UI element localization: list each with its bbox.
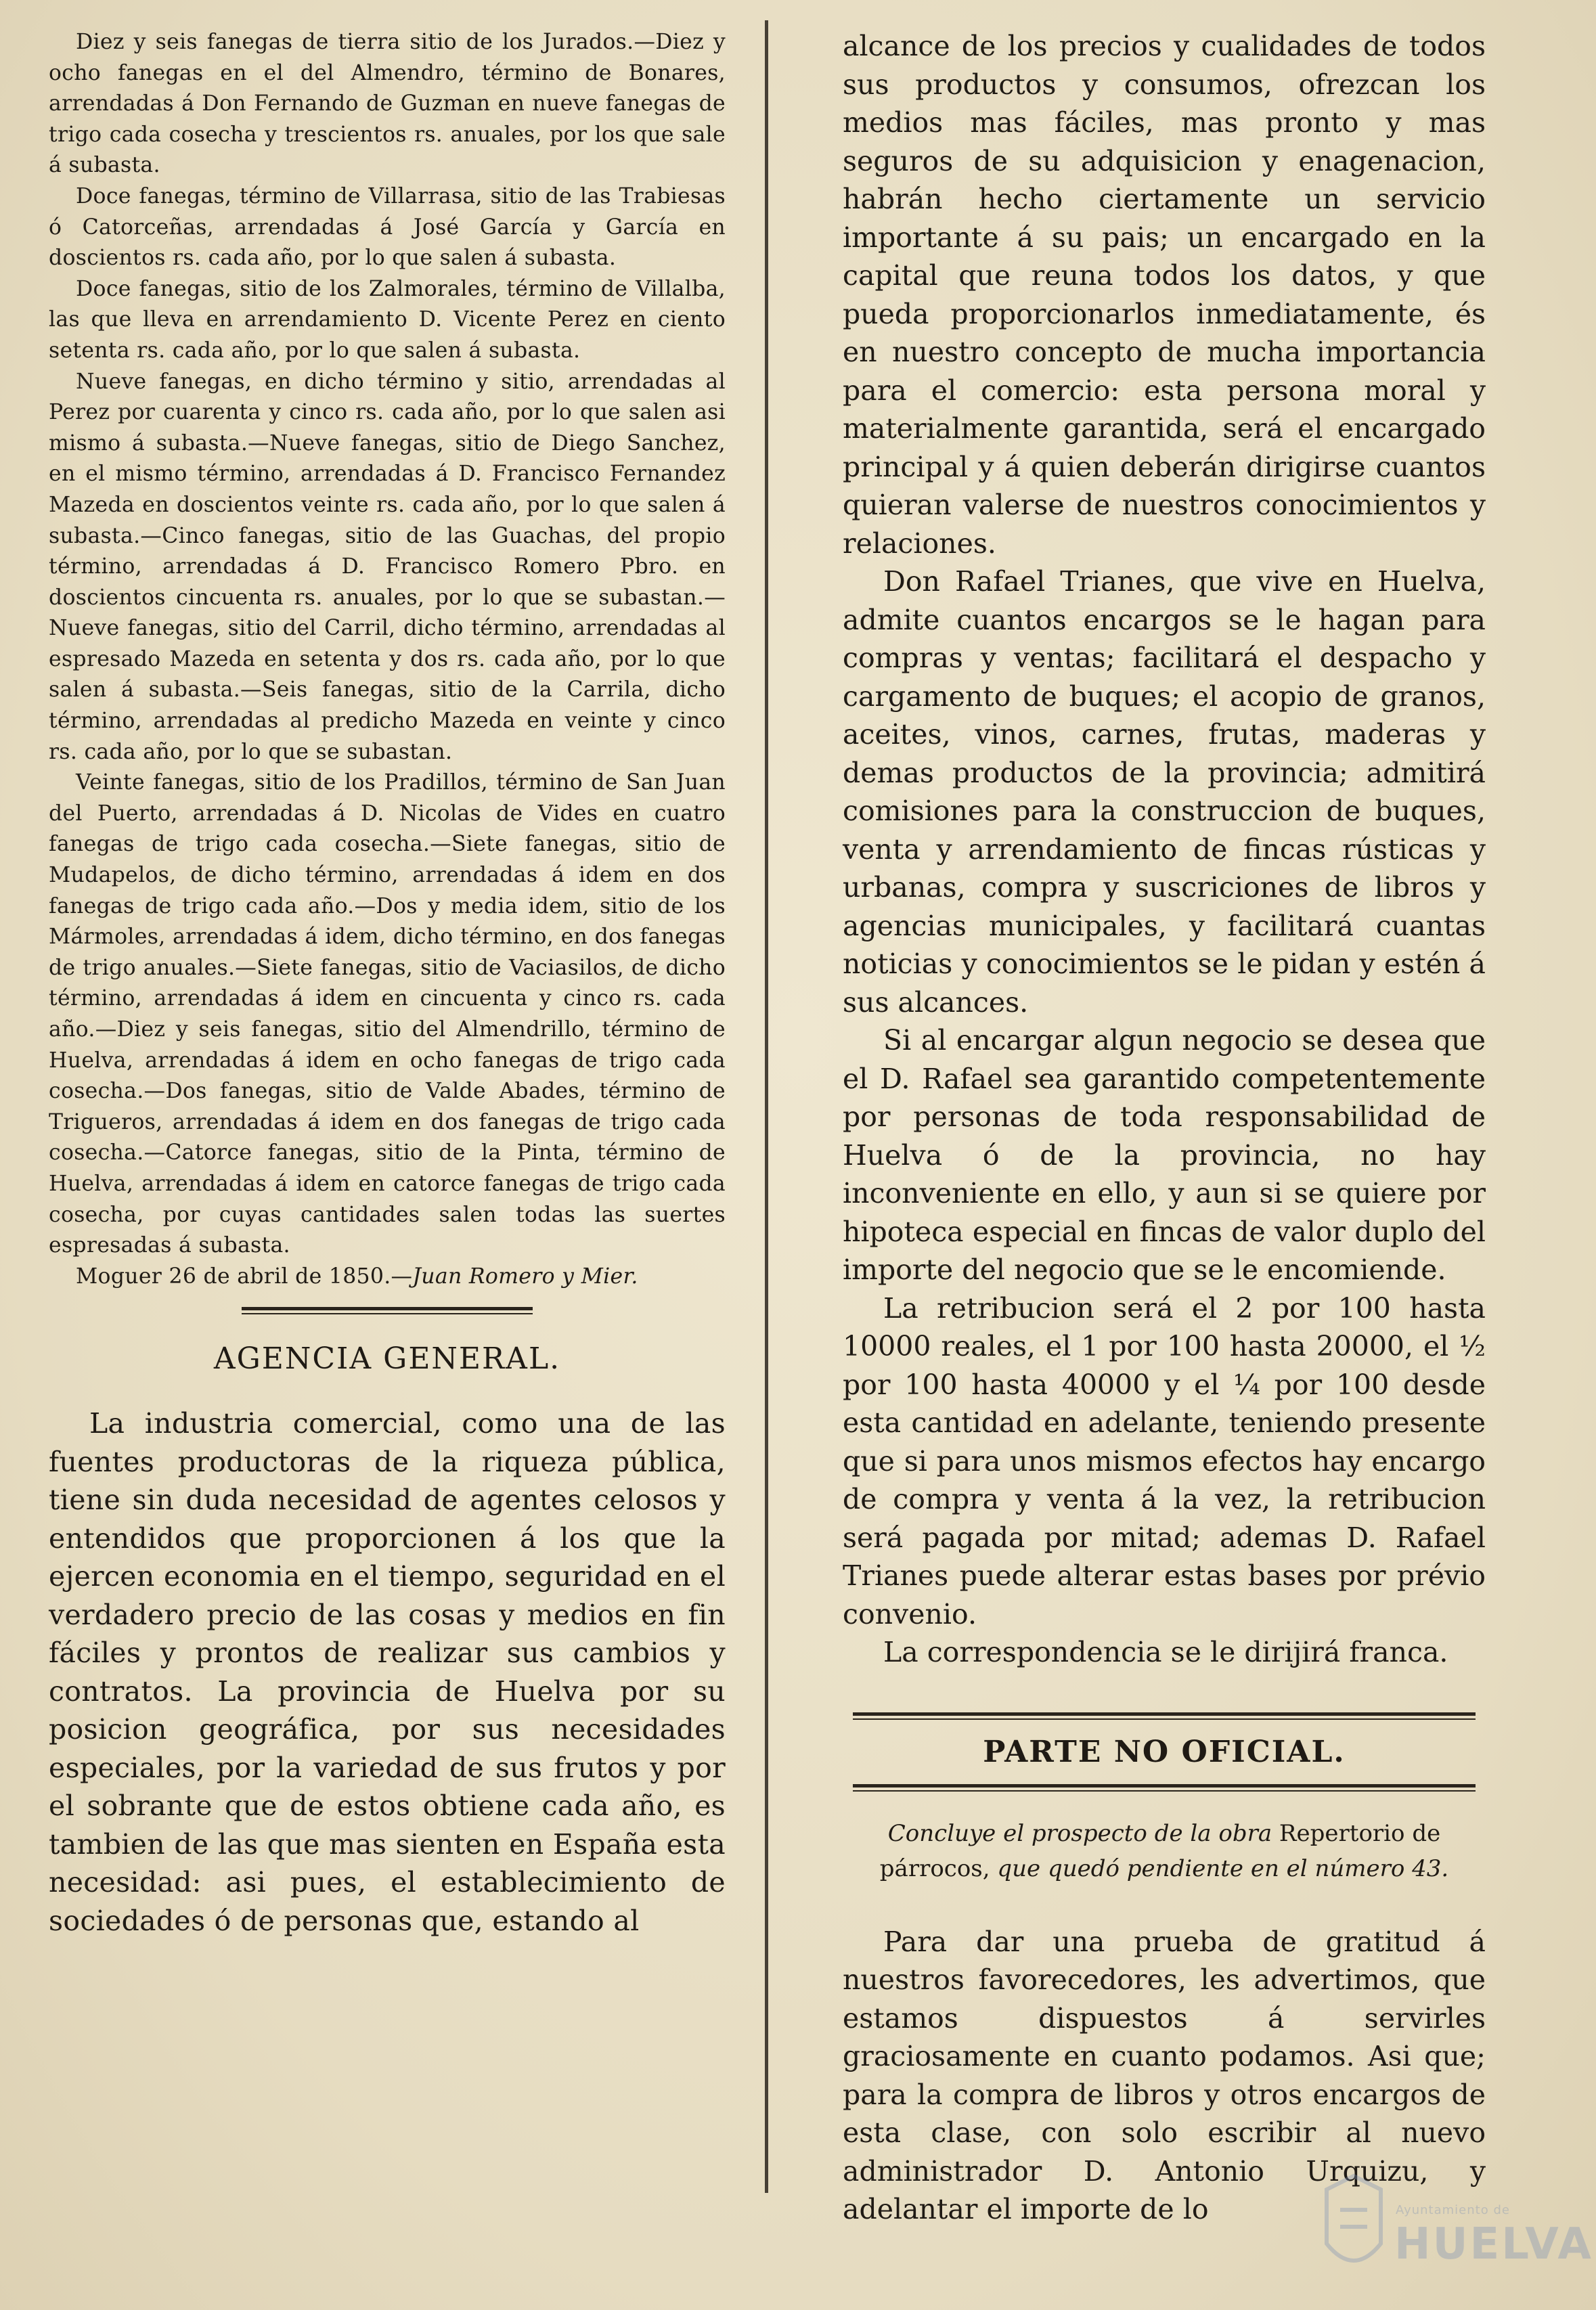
- prospect-note: [843, 1816, 1486, 1886]
- notice-signature: [49, 1262, 726, 1293]
- section-separator-bottom: [853, 1784, 1476, 1792]
- agency-paragraph: La industria comercial, como una de las fuentes productoras de la riqueza pública, tiene sin duda necesidad de agentes celosos y entendidos que proporcionen á los que la ejercen economia en el tiempo, seguridad en el verdadero precio de las cosas y medios en fin fáciles y prontos de realizar sus cambios y contratos. La provincia de Huelva por su posicion geográfica, por sus necesidades especiales, por la variedad de sus frutos y por el sobrante que de estos obtiene cada año, es tambien de las que mas sienten en España esta necesidad: asi pues, el establecimiento de sociedades ó de personas que, estando al: [49, 1407, 726, 1937]
- gratitude-paragraph: Para dar una prueba de gratitud á nuestros favorecedores, les advertimos, que estamos dispuestos á servirles graciosamente en cuanto podamos. Asi que; para la compra de libros y otros encargos de esta clase, con solo escribir al nuevo administrador D. Antonio Urquizu, y adelantar el importe de lo: [843, 1925, 1486, 2225]
- notice-paragraph-2: Doce fanegas, término de Villarrasa, sitio de las Trabiesas ó Catorceñas, arrendadas á José García y García en doscientos rs. cada año, por lo que salen á subasta.: [49, 183, 726, 271]
- right-column: [843, 27, 1486, 2229]
- section-separator-top: [853, 1712, 1476, 1720]
- agency-continuation: [843, 27, 1486, 1672]
- guarantee-paragraph: Si al encargar algun negocio se desea que el D. Rafael sea garantido competentemente por personas de toda responsabilidad de Huelva ó de la provincia, no hay inconveniente en ello, y aun si se quiere por hipoteca especial en fincas de valor duplo del importe del negocio que se le encomiende.: [843, 1024, 1486, 1286]
- notice-paragraph-5: Veinte fanegas, sitio de los Pradillos, término de San Juan del Puerto, arrendadas á D. Nicolas de Vides en cuatro fanegas de trigo cada cosecha.—Siete fanegas, sitio de Mudapelos, de dicho término, arrendadas á idem en dos fanegas de trigo cada año.—Dos y media idem, sitio de los Mármoles, arrendadas á idem, dicho término, en dos fanegas de trigo anuales.—Siete fanegas, sitio de Vaciasilos, de dicho término, arrendadas á idem en cincuenta y cinco rs. cada año.—Diez y seis fanegas, sitio del Almendrillo, término de Huelva, arrendadas á idem en ocho fanegas de trigo cada cosecha.—Dos fanegas, sitio de Valde Abades, término de Trigueros, arrendadas á idem en dos fanegas de trigo cada cosecha.—Catorce fanegas, sitio de la Pinta, término de Huelva, arrendadas á idem en catorce fanegas de trigo cada cosecha, por cuyas cantidades salen todas las suertes espresadas á subasta.: [49, 770, 726, 1258]
- agency-paragraph-continued: alcance de los precios y cualidades de todos sus productos y consumos, ofrezcan los medios mas fáciles, mas pronto y mas seguros de su adquisicion y enagenacion, habrán hecho ciertamente un servicio importante á su pais; un encargado en la capital que reuna todos los datos, y que pueda proporcionarlos inmediatamente, és en nuestro concepto de mucha importancia para el comercio: esta persona moral y materialmente garantida, será el encargado principal y á quien deberán dirigirse cuantos quieran valerse de nuestros conocimientos y relaciones.: [843, 30, 1486, 560]
- archive-watermark: [1320, 2162, 1593, 2291]
- watermark-line2: HUELVA: [1394, 2219, 1593, 2269]
- notice-paragraph-4: Nueve fanegas, en dicho término y sitio, arrendadas al Perez por cuarenta y cinco rs. cada año, por lo que salen asi mismo á subasta.—Nueve fanegas, sitio de Diego Sanchez, en el mismo término, arrendadas á D. Francisco Fernandez Mazeda en doscientos veinte rs. cada año, por lo que salen á subasta.—Cinco fanegas, sitio de las Guachas, del propio término, arrendadas á D. Francisco Romero Pbro. en doscientos cincuenta rs. anuales, por lo que se subastan.—Nueve fanegas, sitio del Carril, dicho término, arrendadas al espresado Mazeda en setenta y dos rs. cada año, por lo que salen á subasta.—Seis fanegas, sitio de la Carrila, dicho término, arrendadas al predicho Mazeda en veinte y cinco rs. cada año, por lo que se subastan.: [49, 369, 726, 764]
- agency-section: [49, 1404, 726, 1940]
- agency-heading: AGENCIA GENERAL.: [213, 1341, 561, 1377]
- signature-name: Juan Romero y Mier.: [412, 1264, 638, 1289]
- column-divider: [765, 20, 768, 2193]
- retribution-paragraph: La retribucion será el 2 por 100 hasta 10000 reales, el 1 por 100 hasta 20000, el ½ por 100 hasta 40000 y el ¼ por 100 desde esta cantidad en adelante, teniendo presente que si para unos mismos efectos hay encargo de compra y venta á la vez, la retribucion será pagada por mitad; ademas D. Rafael Trianes puede alterar estas bases por prévio convenio.: [843, 1291, 1486, 1630]
- left-column: [49, 27, 726, 1940]
- correspondence-paragraph: La correspondencia se le dirijirá franca.: [883, 1636, 1448, 1668]
- watermark-line1: Ayuntamiento de: [1396, 2203, 1510, 2217]
- signature-date: Moguer 26 de abril de 1850.—: [76, 1264, 413, 1289]
- trianes-paragraph: Don Rafael Trianes, que vive en Huelva, admite cuantos encargos se le hagan para compras y ventas; facilitará el despacho y cargamento de buques; el acopio de granos, aceites, vinos, carnes, frutas, maderas y demas productos de la provincia; admitirá comisiones para la construccion de buques, venta y arrendamiento de fincas rústicas y urbanas, compra y suscriciones de libros y agencias municipales, y facilitará cuantas noticias y conocimientos se le pidan y estén á sus alcances.: [843, 565, 1486, 1019]
- crest-icon: [1320, 2169, 1388, 2284]
- prospect-prefix: Concluye el prospecto de la obra: [887, 1819, 1272, 1847]
- section-separator-left: [242, 1307, 533, 1314]
- prospect-title: Repertorio de párrocos,: [879, 1819, 1441, 1882]
- prospect-suffix: que quedó pendiente en el número 43.: [997, 1854, 1449, 1882]
- parte-no-oficial-heading: PARTE NO OFICIAL.: [983, 1734, 1346, 1769]
- notice-paragraph-3: Doce fanegas, sitio de los Zalmorales, término de Villalba, las que lleva en arrendamiento D. Vicente Perez en ciento setenta rs. cada año, por lo que salen á subasta.: [49, 276, 726, 363]
- notice-paragraph-1: Diez y seis fanegas de tierra sitio de los Jurados.—Diez y ocho fanegas en el del Almendro, término de Bonares, arrendadas á Don Fernando de Guzman en nueve fanegas de trigo cada cosecha y trescientos rs. anuales, por los que sale á subasta.: [49, 30, 726, 178]
